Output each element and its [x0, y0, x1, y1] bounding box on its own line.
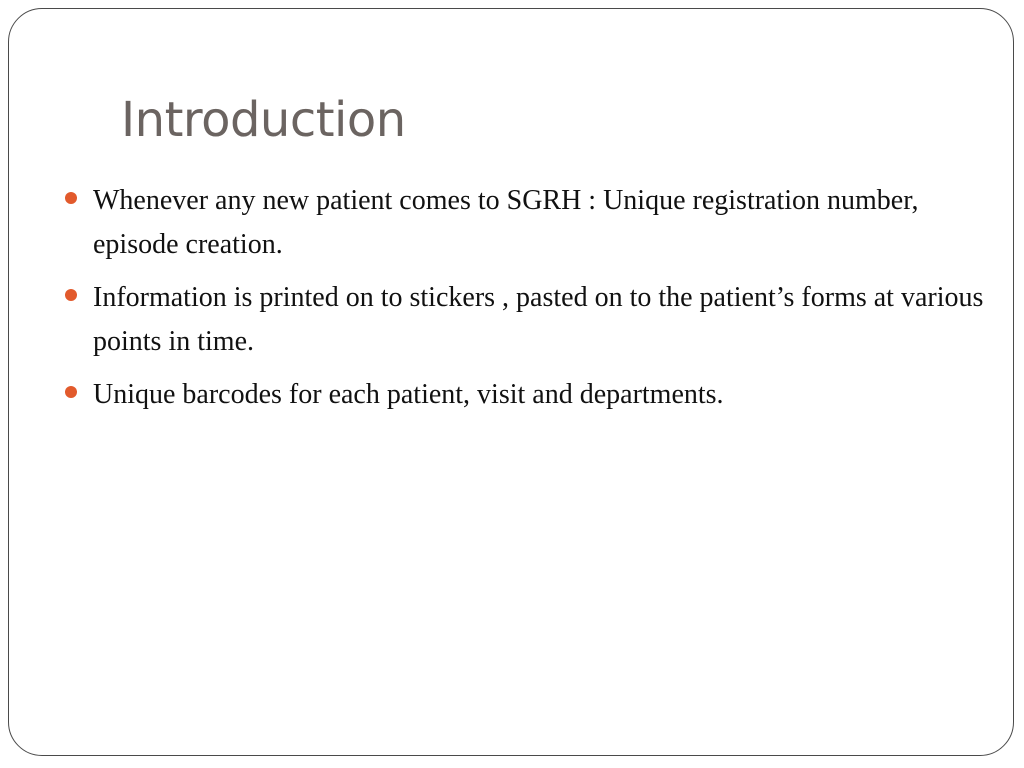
bullet-dot-icon	[65, 386, 77, 398]
bullet-item	[65, 179, 985, 267]
bullet-list	[65, 179, 985, 426]
bullet-item	[65, 276, 985, 364]
slide-frame	[8, 8, 1014, 756]
bullet-text: Whenever any new patient comes to SGRH : Unique registration number, episode creation.	[93, 185, 919, 260]
bullet-dot-icon	[65, 289, 77, 301]
bullet-item	[65, 373, 985, 417]
slide-title: Introduction	[121, 92, 406, 148]
bullet-dot-icon	[65, 192, 77, 204]
bullet-text: Information is printed on to stickers , pasted on to the patient’s forms at various points in time.	[93, 282, 984, 357]
bullet-text: Unique barcodes for each patient, visit and departments.	[93, 379, 724, 410]
